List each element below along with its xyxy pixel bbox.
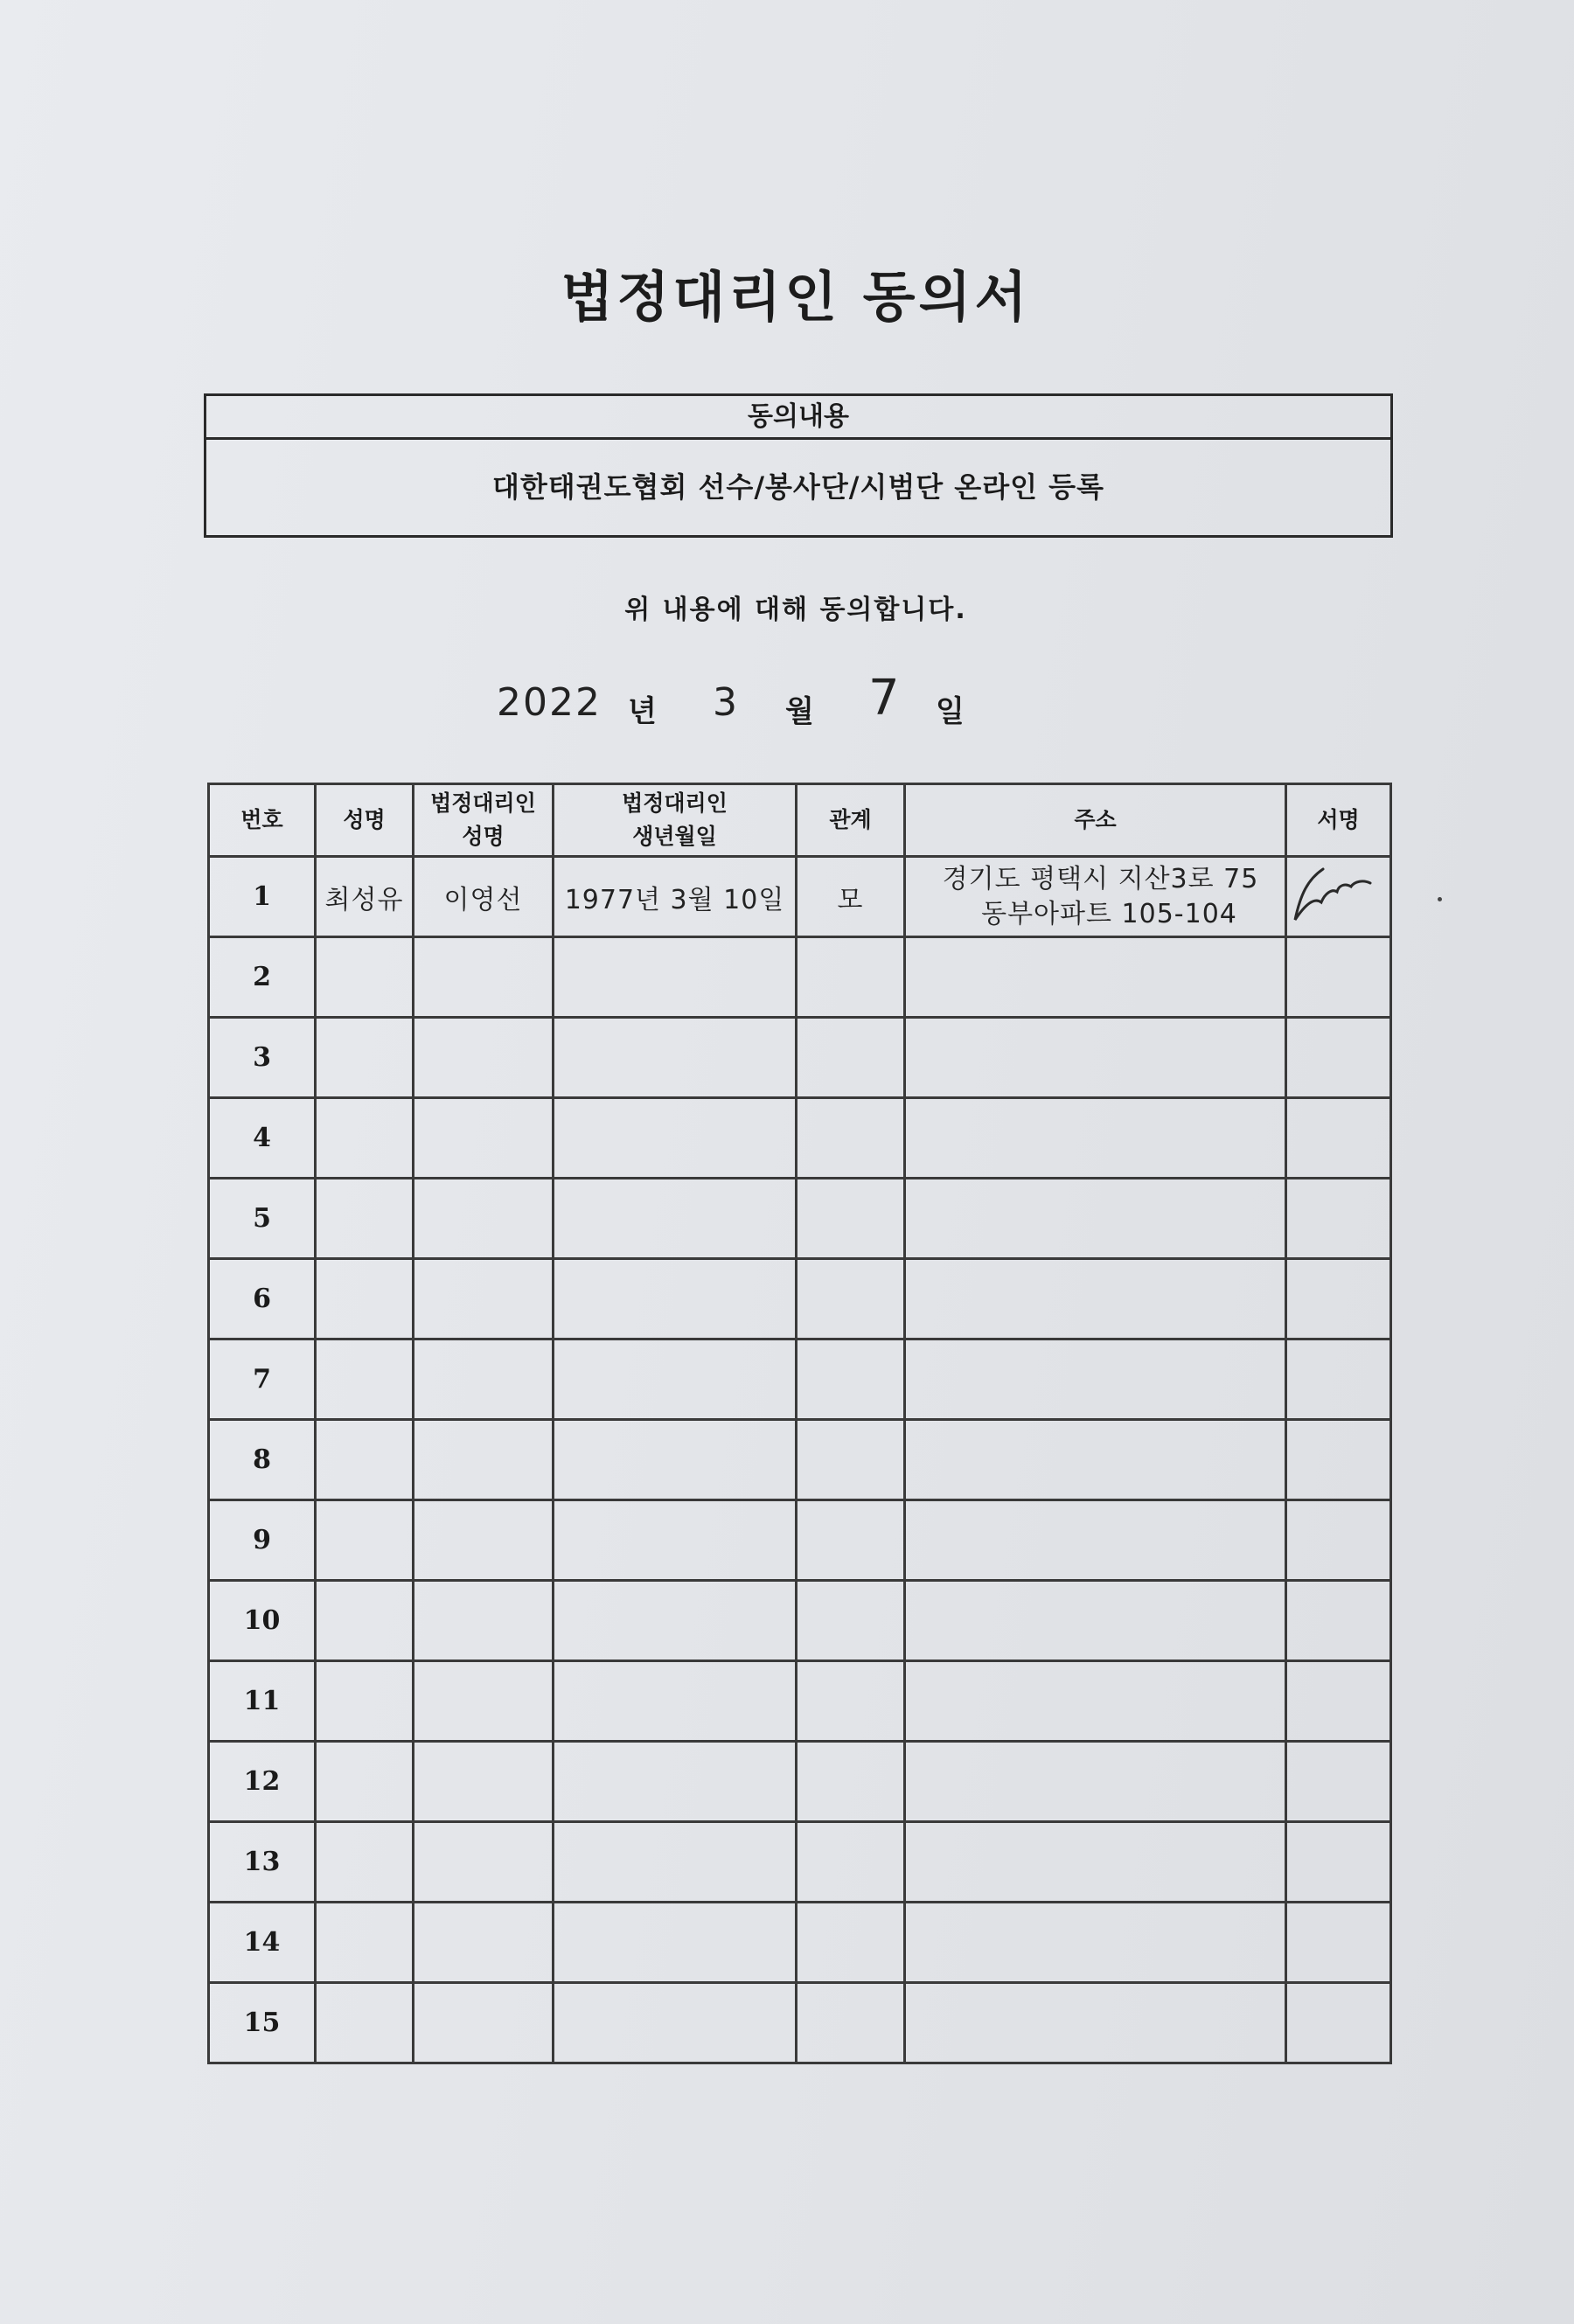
signature-cell	[1286, 1179, 1391, 1259]
relation	[797, 1500, 905, 1581]
header-guardian-birth-line2: 생년월일	[632, 824, 717, 849]
table-row	[209, 1098, 1391, 1179]
address	[905, 1259, 1286, 1339]
signature-cell	[1286, 1822, 1391, 1903]
row-number: 7	[209, 1339, 316, 1420]
row-number: 14	[209, 1903, 316, 1983]
row-number: 5	[209, 1179, 316, 1259]
header-signature: 서명	[1286, 784, 1391, 857]
guardian-name	[414, 1983, 554, 2063]
handwritten-signature	[1288, 859, 1389, 929]
consent-content: 대한태권도협회 선수/봉사단/시범단 온라인 등록	[491, 470, 1105, 504]
guardian-birthdate	[554, 1742, 797, 1822]
table-row	[209, 937, 1391, 1018]
relation	[797, 937, 905, 1018]
row-number: 10	[209, 1581, 316, 1661]
guardian-name	[414, 1179, 554, 1259]
row-number: 8	[209, 1420, 316, 1500]
row-number: 12	[209, 1742, 316, 1822]
signature-cell	[1286, 1018, 1391, 1098]
document-title: 법정대리인 동의서	[561, 265, 1031, 329]
guardian-birthdate	[554, 1420, 797, 1500]
header-relation: 관계	[797, 784, 905, 857]
header-address: 주소	[905, 784, 1286, 857]
table-row	[209, 1661, 1391, 1742]
signature-cell	[1286, 1420, 1391, 1500]
signature-cell	[1286, 1339, 1391, 1420]
guardian-name	[414, 1339, 554, 1420]
student-name	[316, 1500, 414, 1581]
row-number: 1	[209, 857, 316, 937]
relation	[797, 1903, 905, 1983]
student-name	[316, 1903, 414, 1983]
table-row	[209, 1500, 1391, 1581]
row-number: 6	[209, 1259, 316, 1339]
student-name	[316, 1983, 414, 2063]
date-day-unit: 일	[936, 694, 965, 729]
relation	[797, 1259, 905, 1339]
signature-cell	[1286, 1500, 1391, 1581]
signature-cell	[1286, 937, 1391, 1018]
guardian-name	[414, 1822, 554, 1903]
address	[905, 1018, 1286, 1098]
header-guardian-birth	[554, 784, 797, 857]
student-name	[316, 937, 414, 1018]
address	[905, 1179, 1286, 1259]
address	[905, 1903, 1286, 1983]
date-day: 7	[868, 670, 902, 727]
address-line-1: 경기도 평택시 지산3로 75	[942, 863, 1259, 894]
table-row	[209, 1259, 1391, 1339]
consent-header: 동의내용	[206, 396, 1390, 440]
row-number: 3	[209, 1018, 316, 1098]
header-guardian-birth-line1: 법정대리인	[622, 790, 728, 816]
row-number: 4	[209, 1098, 316, 1179]
relation	[797, 1661, 905, 1742]
student-name	[316, 1661, 414, 1742]
guardian-birthdate	[554, 1500, 797, 1581]
date-month-unit: 월	[785, 694, 814, 729]
agreement-statement: 위 내용에 대해 동의합니다.	[624, 595, 967, 625]
date-year-unit: 년	[628, 694, 657, 729]
table-row	[209, 1983, 1391, 2063]
address	[905, 1500, 1286, 1581]
guardian-name	[414, 1420, 554, 1500]
guardian-name	[414, 1742, 554, 1822]
address	[905, 1661, 1286, 1742]
student-name	[316, 1259, 414, 1339]
header-guardian-name-line1: 법정대리인	[430, 790, 536, 816]
student-name	[316, 1581, 414, 1661]
signature-cell	[1286, 1581, 1391, 1661]
guardian-name	[414, 1259, 554, 1339]
table-row	[209, 1903, 1391, 1983]
student-name	[316, 1822, 414, 1903]
address-line-2: 동부아파트 105-104	[981, 898, 1237, 929]
header-number: 번호	[209, 784, 316, 857]
relation	[797, 1018, 905, 1098]
date-year: 2022	[497, 680, 602, 725]
table-row	[209, 1018, 1391, 1098]
signature-cell	[1286, 1661, 1391, 1742]
relation	[797, 1098, 905, 1179]
student-name	[316, 1742, 414, 1822]
table-row	[209, 1420, 1391, 1500]
guardian-birthdate	[554, 1581, 797, 1661]
address	[905, 1822, 1286, 1903]
guardian-birthdate	[554, 1179, 797, 1259]
guardian-birthdate	[554, 1098, 797, 1179]
student-name	[316, 1179, 414, 1259]
signature-cell	[1286, 857, 1391, 937]
signature-cell	[1286, 1259, 1391, 1339]
header-guardian-name-line2: 성명	[462, 824, 505, 849]
relation	[797, 1339, 905, 1420]
student-name	[316, 1420, 414, 1500]
signature-cell	[1286, 1742, 1391, 1822]
guardian-name	[414, 1018, 554, 1098]
table-row	[209, 1822, 1391, 1903]
table-row	[209, 1742, 1391, 1822]
relation	[797, 1581, 905, 1661]
relation	[797, 1742, 905, 1822]
guardian-birthdate	[554, 1661, 797, 1742]
student-name	[316, 1018, 414, 1098]
guardian-name	[414, 937, 554, 1018]
guardian-name: 이영선	[414, 857, 554, 937]
row-number: 15	[209, 1983, 316, 2063]
address	[905, 1742, 1286, 1822]
guardian-name	[414, 1661, 554, 1742]
registration-table	[207, 783, 1392, 2064]
address	[905, 1983, 1286, 2063]
relation: 모	[797, 857, 905, 937]
consent-box	[204, 393, 1393, 538]
header-name: 성명	[316, 784, 414, 857]
relation	[797, 1983, 905, 2063]
guardian-name	[414, 1098, 554, 1179]
date-month: 3	[713, 680, 739, 725]
address	[905, 937, 1286, 1018]
guardian-name	[414, 1500, 554, 1581]
guardian-name	[414, 1581, 554, 1661]
table-row	[209, 1581, 1391, 1661]
address	[905, 1339, 1286, 1420]
guardian-birthdate	[554, 1259, 797, 1339]
table-row	[209, 857, 1391, 937]
relation	[797, 1420, 905, 1500]
relation	[797, 1179, 905, 1259]
relation	[797, 1822, 905, 1903]
guardian-birthdate	[554, 937, 797, 1018]
ink-dot	[1438, 897, 1442, 901]
address	[905, 1581, 1286, 1661]
address	[905, 1420, 1286, 1500]
signature-cell	[1286, 1903, 1391, 1983]
row-number: 2	[209, 937, 316, 1018]
row-number: 11	[209, 1661, 316, 1742]
guardian-birthdate	[554, 1903, 797, 1983]
address	[905, 857, 1286, 937]
student-name	[316, 1098, 414, 1179]
row-number: 13	[209, 1822, 316, 1903]
address	[905, 1098, 1286, 1179]
signature-cell	[1286, 1098, 1391, 1179]
guardian-birthdate	[554, 1018, 797, 1098]
guardian-birthdate	[554, 1983, 797, 2063]
table-row	[209, 1179, 1391, 1259]
table-header-row	[209, 784, 1391, 857]
guardian-birthdate	[554, 1339, 797, 1420]
table-row	[209, 1339, 1391, 1420]
student-name: 최성유	[316, 857, 414, 937]
row-number: 9	[209, 1500, 316, 1581]
guardian-birthdate	[554, 1822, 797, 1903]
date-line	[490, 670, 1032, 734]
guardian-birthdate: 1977년 3월 10일	[554, 857, 797, 937]
student-name	[316, 1339, 414, 1420]
signature-cell	[1286, 1983, 1391, 2063]
header-guardian-name	[414, 784, 554, 857]
guardian-name	[414, 1903, 554, 1983]
